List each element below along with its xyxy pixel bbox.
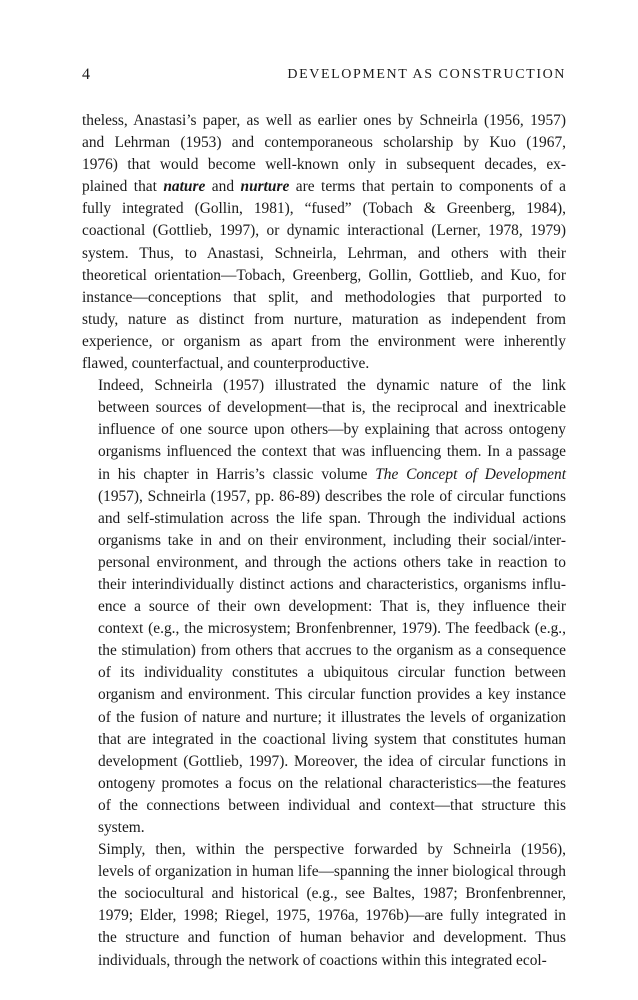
text-line: individuals, through the network of coactions within this integrated ecol-: [98, 951, 547, 969]
text-line: the structure and function of human behavior and development. Thus: [98, 929, 566, 947]
text-line: plained that nature and nurture are terms that pertain to components of a: [82, 178, 567, 196]
text-line: that are integrated in the coactional living system that constitutes human: [98, 730, 566, 748]
body-text: [82, 110, 566, 972]
paragraph-2: [82, 375, 566, 839]
text-line: organisms influenced the context that was influencing them. In a passage: [98, 443, 566, 461]
text-line: levels of organization in human life—spanning the inner biological through: [98, 863, 566, 881]
text-line: the sociocultural and historical (e.g., see Baltes, 1987; Bronfenbrenner,: [98, 885, 566, 903]
text-line: personal environment, and through the actions others take in reaction to: [98, 553, 566, 571]
text-line: instance—conceptions that split, and methodologies that purported to: [82, 288, 566, 306]
text-line: ontogeny promotes a focus on the relational characteristics—the features: [98, 774, 566, 792]
text-line: development (Gottlieb, 1997). Moreover, the idea of circular functions in: [98, 752, 566, 770]
page-number: 4: [82, 66, 90, 83]
text-line: between sources of development—that is, the reciprocal and inextricable: [98, 399, 566, 417]
text-line: coactional (Gottlieb, 1997), or dynamic interactional (Lerner, 1978, 1979): [82, 222, 566, 240]
text-line: the stimulation) from others that accrues to the organism as a consequence: [98, 642, 566, 660]
text-line: context (e.g., the microsystem; Bronfenbrenner, 1979). The feedback (e.g.,: [98, 620, 566, 638]
text-line: organisms take in and on their environment, including their social/inter-: [98, 531, 566, 549]
text-line: 1979; Elder, 1998; Riegel, 1975, 1976a, 1976b)—are fully integrated in: [98, 907, 566, 925]
text-line: system.: [98, 819, 145, 836]
text-line: and Lehrman (1953) and contemporaneous scholarship by Kuo (1967,: [82, 134, 566, 152]
text-line: in his chapter in Harris’s classic volume The Concept of Development: [98, 465, 566, 483]
text-line: influence of one source upon others—by explaining that across ontogeny: [98, 421, 566, 439]
text-line: theless, Anastasi’s paper, as well as earlier ones by Schneirla (1956, 1957): [82, 112, 566, 129]
text-line: Indeed, Schneirla (1957) illustrated the dynamic nature of the link: [98, 377, 566, 395]
running-head: DEVELOPMENT AS CONSTRUCTION: [287, 67, 566, 82]
text-line: theoretical orientation—Tobach, Greenberg, Gollin, Gottlieb, and Kuo, for: [82, 266, 566, 284]
emphasis-term: nature: [163, 178, 206, 196]
text-line: flawed, counterfactual, and counterproductive.: [82, 355, 370, 373]
book-title: The Concept of Development: [375, 465, 566, 483]
text-line: and self-stimulation across the life span. Through the individual actions: [98, 509, 566, 527]
text-line: of the connections between individual and context—that structure this: [98, 796, 566, 814]
text-line: of the fusion of nature and nurture; it illustrates the levels of organization: [98, 708, 566, 726]
text-line: ence a source of their own development: That is, they influence their: [98, 598, 566, 616]
emphasis-term: nurture: [240, 178, 290, 196]
text-line: organism and environment. This circular function provides a key instance: [98, 686, 566, 704]
page-header: [82, 64, 566, 88]
text-line: (1957), Schneirla (1957, pp. 86-89) describes the role of circular functions: [98, 487, 566, 505]
paragraph-3: [82, 839, 566, 972]
text-line: fully integrated (Gollin, 1981), “fused” (Tobach & Greenberg, 1984),: [82, 200, 566, 218]
text-line: 1976) that would become well-known only in subsequent decades, ex-: [82, 156, 566, 174]
text-line: their interindividually distinct actions and characteristics, organisms influ-: [98, 575, 566, 593]
text-line: Simply, then, within the perspective forwarded by Schneirla (1956),: [98, 841, 566, 859]
text-line: system. Thus, to Anastasi, Schneirla, Lehrman, and others with their: [82, 244, 566, 262]
text-line: of its individuality constitutes a ubiquitous circular function between: [98, 664, 566, 682]
paragraph-1: [82, 110, 566, 375]
text-line: experience, or organism as apart from the environment were inherently: [82, 332, 566, 350]
text-line: study, nature as distinct from nurture, maturation as independent from: [82, 310, 566, 328]
